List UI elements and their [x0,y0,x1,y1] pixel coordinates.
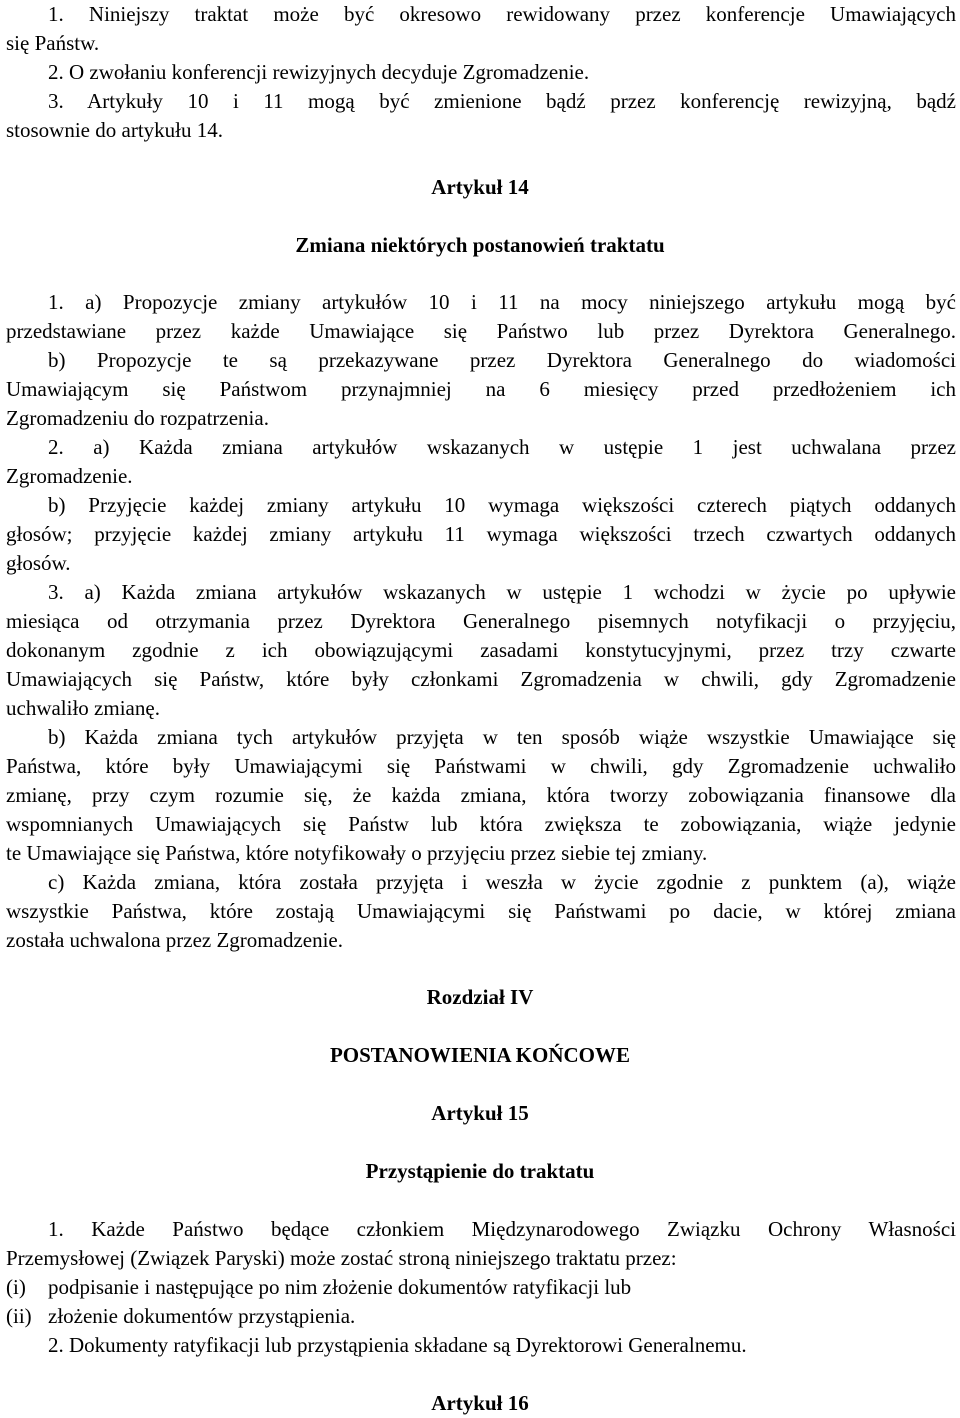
text-line: 1. Niniejszy traktat może być okresowo rewidowany przez konferencje Umawiających [48,2,956,26]
text-line: Przemysłowej (Związek Paryski) może zostać stroną niniejszego traktatu przez: [6,1246,677,1270]
text-line: 2. Dokumenty ratyfikacji lub przystąpienia składane są Dyrektorowi Generalnemu. [48,1333,747,1357]
chapter-title: POSTANOWIENIA KOŃCOWE [329,1043,631,1067]
list-item [6,1302,956,1331]
text-line: się Państw. [6,31,100,55]
text-line: miesiąca od otrzymania przez Dyrektora Generalnego pisemnych notyfikacji o przyjęciu, [6,609,956,633]
text-line: wszystkie Państwa, które zostają Umawiającymi się Państwami po dacie, w której zmiana [6,899,956,923]
text-line: 3. a) Każda zmiana artykułów wskazanych w ustępie 1 wchodzi w życie po upływie [48,580,956,604]
text-line: 1. Każde Państwo będące członkiem Międzynarodowego Związku Ochrony Własności [48,1217,956,1241]
text-line: przedstawiane przez każde Umawiające się Państwo lub przez Dyrektora Generalnego. [6,319,956,343]
text-line: b) Każda zmiana tych artykułów przyjęta w ten sposób wiąże wszystkie Umawiające się [48,725,956,749]
text-line: b) Propozycje te są przekazywane przez Dyrektora Generalnego do wiadomości [48,348,956,372]
chapter-heading: Rozdział IV [426,985,534,1009]
text-line: głosów. [6,551,71,575]
text-line: została uchwalona przez Zgromadzenie. [6,928,343,952]
text-line: 3. Artykuły 10 i 11 mogą być zmienione bądź przez konferencję rewizyjną, bądź [48,89,956,113]
text-line: wspomnianych Umawiających się Państw lub która zwiększa te zobowiązania, wiąże jedynie [6,812,956,836]
text-line: Umawiających się Państw, które były członkami Zgromadzenia w chwili, gdy Zgromadzenie [6,667,956,691]
list-item [6,1273,956,1302]
list-marker: (i) [6,1275,26,1299]
article-heading: Artykuł 15 [431,1101,529,1125]
text-line: Zgromadzeniu do rozpatrzenia. [6,406,269,430]
text-line: Państwa, które były Umawiającymi się Państwami w chwili, gdy Zgromadzenie uchwaliło [6,754,956,778]
text-line: Umawiającym się Państwom przynajmniej na 6 miesięcy przed przedłożeniem ich [6,377,956,401]
text-line: b) Przyjęcie każdej zmiany artykułu 10 wymaga większości czterech piątych oddanych [48,493,956,517]
article-title: Zmiana niektórych postanowień traktatu [295,233,665,257]
text-line: 2. O zwołaniu konferencji rewizyjnych decyduje Zgromadzenie. [48,60,590,84]
list-marker: (ii) [6,1304,32,1328]
text-line: c) Każda zmiana, która została przyjęta i weszła w życie zgodnie z punktem (a), wiąże [48,870,956,894]
article-heading: Artykuł 14 [431,175,529,199]
text-line: 2. a) Każda zmiana artykułów wskazanych w ustępie 1 jest uchwalana przez [48,435,956,459]
article-title: Przystąpienie do traktatu [365,1159,595,1183]
text-line: stosownie do artykułu 14. [6,118,223,142]
text-line: głosów; przyjęcie każdej zmiany artykułu 11 wymaga większości trzech czwartych oddanych [6,522,956,546]
list-item-text: złożenie dokumentów przystąpienia. [48,1304,356,1328]
text-line: uchwaliło zmianę. [6,696,160,720]
text-line: te Umawiające się Państwa, które notyfikowały o przyjęciu przez siebie tej zmiany. [6,841,708,865]
text-line: dokonanym zgodnie z ich obowiązującymi zasadami konstytucyjnymi, przez trzy czwarte [6,638,956,662]
text-line: Zgromadzenie. [6,464,133,488]
text-line: zmianę, przy czym rozumie się, że każda zmiana, która tworzy zobowiązania finansowe dla [6,783,956,807]
list-item-text: podpisanie i następujące po nim złożenie dokumentów ratyfikacji lub [48,1275,632,1299]
text-line: 1. a) Propozycje zmiany artykułów 10 i 11 na mocy niniejszego artykułu mogą być [48,290,956,314]
article-heading: Artykuł 16 [431,1391,529,1415]
